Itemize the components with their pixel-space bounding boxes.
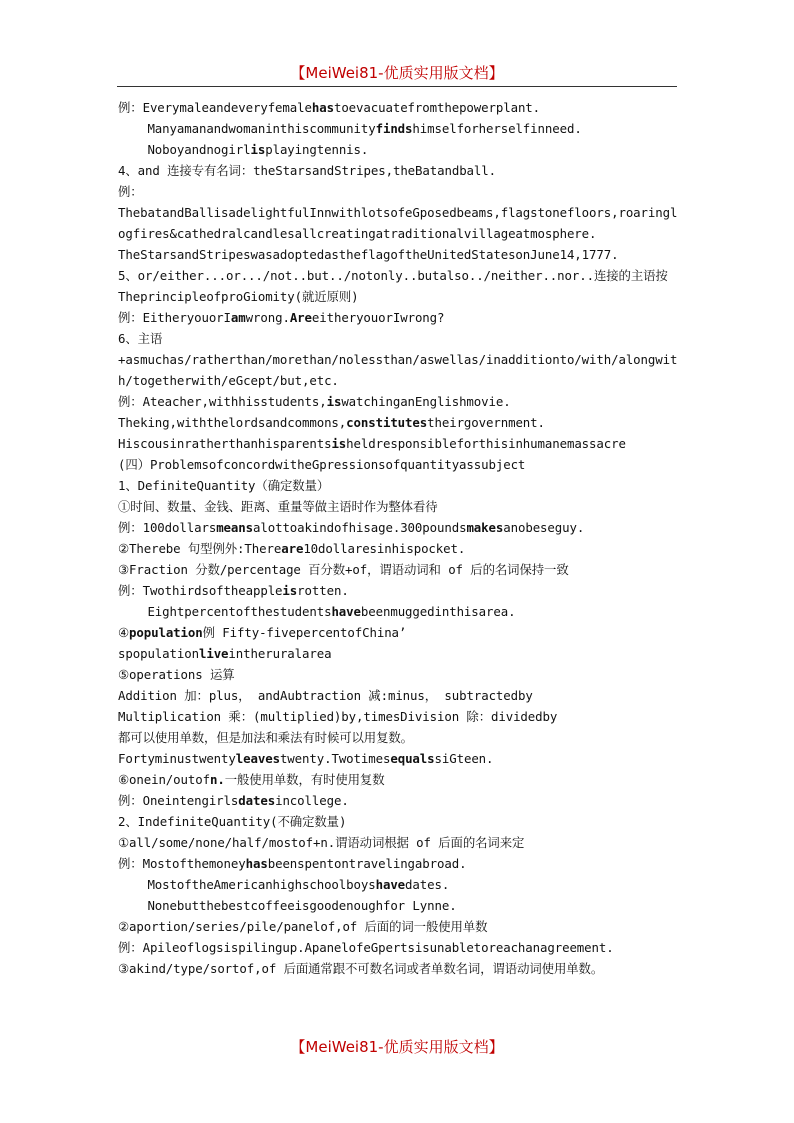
text-line xyxy=(118,160,678,181)
emphasized-verb: leaves xyxy=(235,751,280,766)
text-segment: (四）ProblemsofconcordwitheGpressionsofquantityassubject xyxy=(118,457,526,472)
emphasized-verb: dates xyxy=(238,793,276,808)
text-line xyxy=(118,265,678,307)
text-segment: 例： xyxy=(118,184,143,199)
text-line xyxy=(118,97,678,118)
text-segment: +asmuchas/ratherthan/morethan/nolessthan/aswellas/inadditionto/with/alongwith/togetherwith/eGcept/but,etc. xyxy=(118,352,678,388)
text-line xyxy=(118,244,678,265)
text-line xyxy=(118,727,678,748)
text-segment: 一般使用单数，有时使用复数 xyxy=(224,772,385,787)
text-segment: theirgovernment. xyxy=(427,415,545,430)
emphasized-verb: population xyxy=(129,625,203,640)
text-line xyxy=(118,517,678,538)
text-segment: Manyamanandwomaninthiscommunity xyxy=(118,121,376,136)
text-line xyxy=(118,832,678,853)
text-segment: Hiscousinratherthanhisparents xyxy=(118,436,332,451)
emphasized-verb: is xyxy=(250,142,266,157)
emphasized-verb: makes xyxy=(466,520,504,535)
text-line xyxy=(118,580,678,601)
text-line xyxy=(118,202,678,244)
text-line xyxy=(118,349,678,391)
text-segment: himselforherselfinneed. xyxy=(412,121,582,136)
emphasized-verb: n. xyxy=(209,772,225,787)
text-line xyxy=(118,538,678,559)
text-segment: 都可以使用单数，但是加法和乘法有时候可以用复数。 xyxy=(118,730,413,745)
page-header-title: 【MeiWei81-优质实用版文档】 xyxy=(290,64,504,82)
text-segment: Nonebutthebestcoffeeisgoodenoughfor Lynne. xyxy=(118,898,457,913)
text-segment: Noboyandnogirl xyxy=(118,142,251,157)
emphasized-verb: is xyxy=(326,394,342,409)
text-segment: dates. xyxy=(405,877,450,892)
text-segment: anobeseguy. xyxy=(503,520,585,535)
emphasized-verb: is xyxy=(331,436,347,451)
text-line xyxy=(118,391,678,412)
text-segment: 例：Oneintengirls xyxy=(118,793,239,808)
text-segment: ④ xyxy=(118,625,130,640)
text-line xyxy=(118,412,678,433)
text-line xyxy=(118,559,678,580)
text-segment: 例：Twothirdsoftheapple xyxy=(118,583,283,598)
text-segment: 10dollaresinhispocket. xyxy=(303,541,466,556)
text-line xyxy=(118,748,678,769)
text-segment: ThebatandBallisadelightfulInnwithlotsofeGposedbeams,flagstonefloors,roaringlogfires&cathedralcandlesallcreatingatraditionalvillageatmosphere. xyxy=(118,205,678,241)
text-line xyxy=(118,454,678,475)
text-line xyxy=(118,622,678,643)
emphasized-verb: equals xyxy=(390,751,435,766)
text-line xyxy=(118,916,678,937)
text-line xyxy=(118,958,678,979)
header-divider xyxy=(117,86,677,87)
text-line xyxy=(118,895,678,916)
text-segment: Eightpercentofthestudents xyxy=(118,604,332,619)
text-segment: 5、or/either...or.../not..but../notonly..butalso../neither..nor..连接的主语按 TheprincipleofproGiomity(就近原则) xyxy=(118,268,668,304)
text-line xyxy=(118,475,678,496)
text-segment: ②aportion/series/pile/panelof,of 后面的词一般使用单数 xyxy=(118,919,488,934)
text-segment: intheruralarea xyxy=(228,646,332,661)
emphasized-verb: have xyxy=(375,877,406,892)
text-line xyxy=(118,643,678,664)
text-segment: twenty.Twotimes xyxy=(279,751,391,766)
text-segment: ①时间、数量、金钱、距离、重量等做主语时作为整体看待 xyxy=(118,499,438,514)
text-line xyxy=(118,664,678,685)
text-line xyxy=(118,601,678,622)
text-line xyxy=(118,307,678,328)
text-segment: playingtennis. xyxy=(265,142,369,157)
text-line xyxy=(118,139,678,160)
emphasized-verb: finds xyxy=(375,121,413,136)
text-line xyxy=(118,874,678,895)
text-line xyxy=(118,118,678,139)
text-segment: beenmuggedinthisarea. xyxy=(360,604,516,619)
text-segment: beenspentontravelingabroad. xyxy=(267,856,467,871)
text-segment: 例：Everymaleandeveryfemale xyxy=(118,100,312,115)
text-segment: Theking,withthelordsandcommons, xyxy=(118,415,347,430)
text-segment: Fortyminustwenty xyxy=(118,751,236,766)
text-segment: 例：Ateacher,withhisstudents, xyxy=(118,394,327,409)
text-segment: watchinganEnglishmovie. xyxy=(341,394,511,409)
text-line xyxy=(118,853,678,874)
emphasized-verb: has xyxy=(311,100,334,115)
text-segment: ③Fraction 分数/percentage 百分数+of，谓语动词和 of 后的名词保持一致 xyxy=(118,562,569,577)
emphasized-verb: means xyxy=(216,520,253,535)
text-segment: eitheryouorIwrong? xyxy=(311,310,445,325)
document-body xyxy=(118,97,678,979)
text-segment: ⑥onein/outof xyxy=(118,772,210,787)
text-segment: spopulation xyxy=(118,646,199,661)
emphasized-verb: are xyxy=(281,541,304,556)
text-segment: ③akind/type/sortof,of 后面通常跟不可数名词或者单数名词，谓语动词使用单数。 xyxy=(118,961,604,976)
text-segment: incollege. xyxy=(275,793,349,808)
text-segment: 6、主语 xyxy=(118,331,163,346)
text-segment: 例：100dollars xyxy=(118,520,217,535)
emphasized-verb: constitutes xyxy=(346,415,428,430)
text-segment: toevacuatefromthepowerplant. xyxy=(333,100,541,115)
emphasized-verb: am xyxy=(230,310,246,325)
text-line xyxy=(118,433,678,454)
text-segment: 2、IndefiniteQuantity(不确定数量) xyxy=(118,814,347,829)
text-segment: 例 Fifty-fivepercentofChina’ xyxy=(202,625,407,640)
emphasized-verb: is xyxy=(282,583,298,598)
text-segment: 例：Mostofthemoney xyxy=(118,856,246,871)
text-segment: alottoakindofhisage.300pounds xyxy=(253,520,467,535)
text-segment: 1、DefiniteQuantity（确定数量） xyxy=(118,478,330,493)
text-segment: TheStarsandStripeswasadoptedastheflagoftheUnitedStatesonJune14,1777. xyxy=(118,247,619,262)
text-line xyxy=(118,811,678,832)
text-line xyxy=(118,181,678,202)
text-segment: 例：EitheryouorI xyxy=(118,310,231,325)
text-line xyxy=(118,685,678,706)
text-line xyxy=(118,496,678,517)
text-line xyxy=(118,328,678,349)
text-line xyxy=(118,790,678,811)
text-line xyxy=(118,937,678,958)
text-segment: Addition 加：plus， andAubtraction 减:minus， subtractedby xyxy=(118,688,533,703)
emphasized-verb: have xyxy=(331,604,361,619)
text-segment: ⑤operations 运算 xyxy=(118,667,235,682)
text-segment: wrong. xyxy=(245,310,290,325)
text-line xyxy=(118,769,678,790)
text-segment: 例：Apileoflogsispilingup.ApanelofeGpertsisunabletoreachanagreement. xyxy=(118,940,614,955)
text-segment: rotten. xyxy=(297,583,349,598)
text-segment: ①all/some/none/half/mostof+n.谓语动词根据 of 后面的名词来定 xyxy=(118,835,525,850)
text-segment: heldresponsibleforthisinhumanemassacre xyxy=(346,436,626,451)
text-segment: siGteen. xyxy=(434,751,494,766)
emphasized-verb: live xyxy=(198,646,229,661)
text-segment: MostoftheAmericanhighschoolboys xyxy=(118,877,376,892)
text-segment: ②Therebe 句型例外:There xyxy=(118,541,282,556)
text-segment: 4、and 连接专有名词：theStarsandStripes,theBatandball. xyxy=(118,163,496,178)
emphasized-verb: Are xyxy=(289,310,312,325)
text-segment: Multiplication 乘：(multiplied)by,timesDivision 除：dividedby xyxy=(118,709,558,724)
emphasized-verb: has xyxy=(245,856,268,871)
page-footer-title: 【MeiWei81-优质实用版文档】 xyxy=(290,1038,504,1056)
text-line xyxy=(118,706,678,727)
